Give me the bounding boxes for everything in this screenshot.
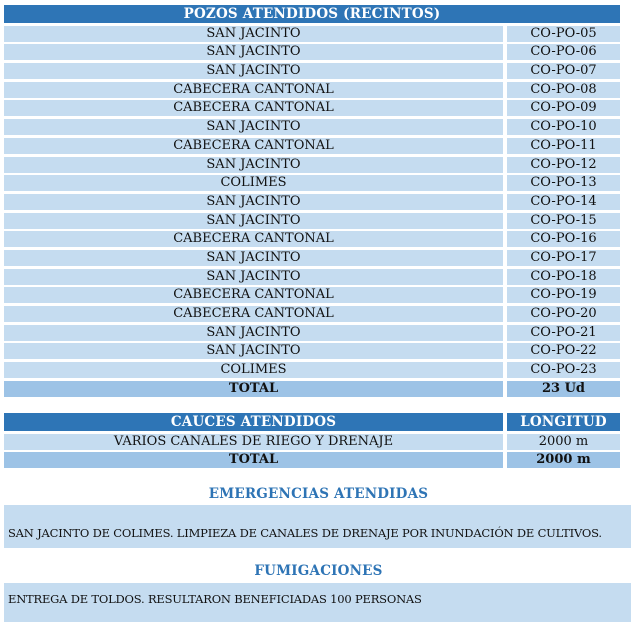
location-cell: SAN JACINTO [4,325,503,341]
code-cell: CO-PO-11 [507,138,620,154]
pozos-table-row [4,157,620,173]
pozos-table-row [4,194,620,210]
cauces-table-header [4,413,620,431]
location-cell: SAN JACINTO [4,119,503,135]
pozos-table-title: POZOS ATENDIDOS (RECINTOS) [4,5,620,23]
pozos-table-row [4,213,620,229]
location-cell: CABECERA CANTONAL [4,231,503,247]
cauces-total-value: 2000 m [507,452,620,468]
location-cell: SAN JACINTO [4,343,503,359]
location-cell: SAN JACINTO [4,63,503,79]
emergencias-text: SAN JACINTO DE COLIMES. LIMPIEZA DE CANALES DE DRENAJE POR INUNDACIÓN DE CULTIVOS. [8,526,602,540]
pozos-table-row [4,231,620,247]
pozos-table-body [4,26,620,378]
pozos-table-row [4,119,620,135]
code-cell: CO-PO-15 [507,213,620,229]
location-cell: COLIMES [4,175,503,191]
pozos-table-row [4,325,620,341]
location-cell: SAN JACINTO [4,250,503,266]
location-cell: CABECERA CANTONAL [4,306,503,322]
location-cell: SAN JACINTO [4,26,503,42]
location-cell: SAN JACINTO [4,194,503,210]
pozos-table-row [4,343,620,359]
cauces-data-row [4,434,620,450]
code-cell: CO-PO-20 [507,306,620,322]
cauces-total-row [4,452,620,468]
code-cell: CO-PO-23 [507,362,620,378]
pozos-table-row [4,250,620,266]
fumigaciones-section-title: FUMIGACIONES [254,563,383,579]
pozos-table-row [4,63,620,79]
cauces-total-label: TOTAL [4,452,503,468]
pozos-table-row [4,362,620,378]
location-cell: CABECERA CANTONAL [4,100,503,116]
code-cell: CO-PO-09 [507,100,620,116]
code-cell: CO-PO-08 [507,82,620,98]
code-cell: CO-PO-13 [507,175,620,191]
location-cell: SAN JACINTO [4,269,503,285]
longitud-header-label: LONGITUD [507,413,620,431]
pozos-table-row [4,175,620,191]
location-cell: COLIMES [4,362,503,378]
code-cell: CO-PO-10 [507,119,620,135]
pozos-table-row [4,269,620,285]
location-cell: CABECERA CANTONAL [4,287,503,303]
pozos-table-header [4,5,620,23]
pozos-table-row [4,287,620,303]
pozos-table-row [4,26,620,42]
cauces-atendidos-table [4,413,620,468]
pozos-total-value: 23 Ud [507,381,620,397]
code-cell: CO-PO-06 [507,44,620,60]
code-cell: CO-PO-14 [507,194,620,210]
code-cell: CO-PO-17 [507,250,620,266]
cauces-length-cell: 2000 m [507,434,620,450]
fumigaciones-text: ENTREGA DE TOLDOS. RESULTARON BENEFICIADAS 100 PERSONAS [8,592,422,606]
fumigaciones-band [4,583,631,622]
pozos-table-row [4,138,620,154]
location-cell: SAN JACINTO [4,44,503,60]
pozos-table-row [4,100,620,116]
pozos-table-row [4,82,620,98]
location-cell: SAN JACINTO [4,157,503,173]
code-cell: CO-PO-12 [507,157,620,173]
code-cell: CO-PO-18 [507,269,620,285]
code-cell: CO-PO-21 [507,325,620,341]
pozos-table-row [4,44,620,60]
code-cell: CO-PO-19 [507,287,620,303]
code-cell: CO-PO-07 [507,63,620,79]
pozos-table-row [4,306,620,322]
cauces-desc-cell: VARIOS CANALES DE RIEGO Y DRENAJE [4,434,503,450]
location-cell: SAN JACINTO [4,213,503,229]
code-cell: CO-PO-05 [507,26,620,42]
code-cell: CO-PO-22 [507,343,620,359]
location-cell: CABECERA CANTONAL [4,138,503,154]
emergencias-band [4,505,631,548]
pozos-atendidos-table [4,5,620,397]
pozos-total-label: TOTAL [4,381,503,397]
cauces-header-label: CAUCES ATENDIDOS [4,413,503,431]
emergencias-section-title: EMERGENCIAS ATENDIDAS [208,486,429,502]
pozos-total-row [4,381,620,397]
location-cell: CABECERA CANTONAL [4,82,503,98]
code-cell: CO-PO-16 [507,231,620,247]
